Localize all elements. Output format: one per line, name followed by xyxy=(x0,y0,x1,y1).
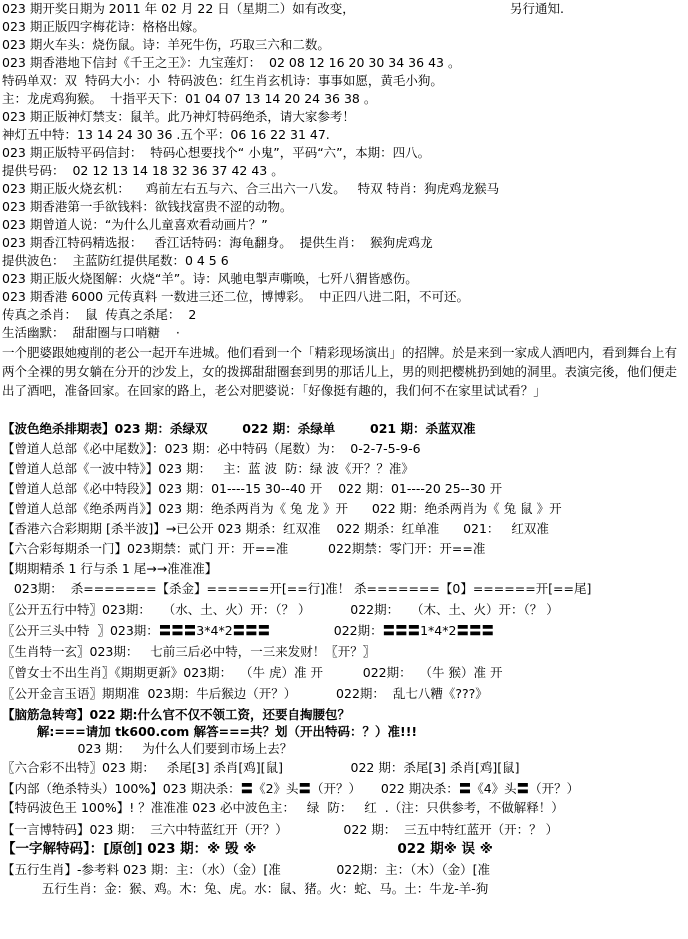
one-word-special: 【一言博特码】023 期： 三六中特蓝红开（开？） 022 期： 三五中特红蓝开（开：？ ） xyxy=(2,822,559,837)
kill-row-tail-detail: 023期： 杀=======【杀金】======开[==行]准！ 杀=======【0】======开[==尾] xyxy=(2,581,592,596)
line-provided-numbers: 提供号码： 02 12 13 14 18 32 36 37 42 43 。 xyxy=(2,163,284,178)
line-lamp-ban: 023 期正版神灯禁支：鼠羊。此乃神灯特码绝杀，请大家参考！ xyxy=(2,109,355,124)
line-train-head: 023 期火车头：烧伤鼠。诗：羊死牛伤，巧取三六和二数。 xyxy=(2,37,330,52)
humor-story: 一个肥婆跟她瘦削的老公一起开车进城。他们看到一个「精彩现场演出」的招牌。於是来到一家成人酒吧内，看到舞台上有两个全裸的男女躺在分开的沙发上，女的拨掷甜甜圈套到男的那话儿上，男的则把樱桃扔到她的洞里。表演完後，他们便走出了酒吧，准备回家。在回家的路上，老公对肥婆说：「好像挺有趣的，我们何不在家里试试看？」 xyxy=(2,345,678,398)
three-head-public: 〖公开三头中特 〗023期：〓〓〓3*4*2〓〓〓 022期：〓〓〓1*4*2〓〓〓 xyxy=(2,623,494,638)
line-ten-fingers: 主：龙虎鸡狗猴。 十指平天下：01 04 07 13 14 20 24 36 38 。 xyxy=(2,91,377,106)
five-elements-public: 〖公开五行中特〗023期： （水、土、火）开：（？ ） 022期： （木、土、火）开：（？ ） xyxy=(2,602,559,617)
notice-text: 另行通知. xyxy=(510,1,564,16)
zeng-one-wave: 【曾道人总部《一波中特》】023 期： 主：蓝 波 防：绿 波《开？？准》 xyxy=(2,461,414,476)
brain-teaser: 【脑筋急转弯】022 期:什么官不仅不领工资，还要自掏腰包？ xyxy=(2,707,350,722)
wave-kill-schedule: 【波色绝杀排期表】023 期：杀绿双 022 期：杀绿单 021 期：杀蓝双准 xyxy=(2,421,476,436)
line-xiangjiang: 023 期香江特码精选报： 香江话特码：海龟翻身。 提供生肖： 猴狗虎鸡龙 xyxy=(2,235,433,250)
line-plum-poem: 023 期正版四字梅花诗：格格出嫁。 xyxy=(2,19,205,34)
five-element-zodiac-list: 五行生肖：金：猴、鸡。木：兔、虎。水：鼠、猪。火：蛇、马。土：牛龙-羊-狗 xyxy=(2,881,489,896)
line-wave-color: 提供波色： 主蓝防红提供尾数：0 4 5 6 xyxy=(2,253,229,268)
line-flat-code-envelope: 023 期正版特平码信封： 特码心想要找个“ 小鬼”，平码“六”，本期：四八。 xyxy=(2,145,431,160)
draw-date-line: 023 期开奖日期为 2011 年 02 月 22 日（星期二）如有改变， xyxy=(2,1,355,16)
golden-words: 〖公开金言玉语〗期期准 023期：牛后猴边（开？） 022期： 乱七八糟《???》 xyxy=(2,686,488,701)
line-fax-material: 023 期香港 6000 元传真料 一数进三还二位，博博彩。 中正四八进二阳，不可还。 xyxy=(2,289,470,304)
zodiac-mystery: 〖生肖特一玄〗023期： 七前三后必中特，一三来发财！〖开？〗 xyxy=(2,644,376,659)
line-lamp-five: 神灯五中特：13 14 24 30 36 .五个平：06 16 22 31 47. xyxy=(2,127,330,142)
hk-half-wave: 【香港六合彩期期 [杀半波]】→已公开 023 期杀：红双准 022 期杀：红单准 021： 红双准 xyxy=(2,521,549,536)
wave-king: 【特码波色王 100%】! ？准准准 023 必中波色主： 绿 防： 红 .（注：只供参考，不做解释！） xyxy=(2,800,564,815)
line-humor-title: 生活幽默： 甜甜圈与口哨糖 · xyxy=(2,325,180,340)
line-fax-kill: 传真之杀肖： 鼠 传真之杀尾： 2 xyxy=(2,307,197,322)
line-special-code: 特码单双：双 特码大小：小 特码波色：红生肖玄机诗：事事如愿，黄毛小狗。 xyxy=(2,73,443,88)
five-element-zodiac: 【五行生肖】-参考料 023 期：主：（水）（金）[准 022期：主：（木）（金）[准 xyxy=(2,862,491,877)
line-zeng-says: 023 期曾道人说：“为什么儿童喜欢看动画片？” xyxy=(2,217,268,232)
one-character-special: 【一字解特码】：[原创] 023 期：※ 毁 ※ 022 期※ 误 ※ xyxy=(2,841,493,857)
internal-head-kill: 【内部（绝杀特头）100%】023 期决杀：〓《2》头〓（开？） 022 期决杀：〓《4》头〓（开？） xyxy=(2,781,580,796)
zeng-special-segment: 【曾道人总部《必中特段》】023 期：01----15 30--40 开 022 期：01----20 25--30 开 xyxy=(2,481,503,496)
kill-row-tail-title: 【期期精杀 1 行与杀 1 尾→→准准准】 xyxy=(2,561,218,576)
kill-one-door: 【六合彩每期杀一门】023期禁：贰门 开：开==准 022期禁：零门开：开==准 xyxy=(2,541,486,556)
teaser-next-question: 023 期： 为什么人们要到市场上去？ xyxy=(2,741,293,756)
no-special-zodiac: 〖六合彩不出特〗023 期： 杀尾[3] 杀肖[鸡][鼠] 022 期：杀尾[3] 杀肖[鸡][鼠] xyxy=(2,760,520,775)
line-hk-first-hand: 023 期香港第一手欲钱料：欲钱找富贵不涩的动物。 xyxy=(2,199,293,214)
zeng-tail-numbers: 【曾道人总部《必中尾数》】：023 期：必中特码（尾数）为： 0-2-7-5-9-6 xyxy=(2,441,421,456)
line-underground-envelope: 023 期香港地下信封《千王之王》：九宝莲灯： 02 08 12 16 20 30 34 36 43 。 xyxy=(2,55,461,70)
line-fire-diagram: 023 期正版火烧图解：火烧“羊”。诗：风驰电掣声嘶唤，七歼八猬皆感伤。 xyxy=(2,271,418,286)
zeng-kill-two-zodiac: 【曾道人总部《绝杀两肖》】023 期：绝杀两肖为《 兔 龙 》开 022 期：绝杀两肖为《 兔 鼠 》开 xyxy=(2,501,562,516)
teaser-answer: 解:===请加 tk600.com 解答===共？划（开出特码：？）准!!! xyxy=(2,724,418,739)
line-fire-mystery: 023 期正版火烧玄机： 鸡前左右五与六、合三出六一八发。 特双 特肖：狗虎鸡龙猴马 xyxy=(2,181,500,196)
ms-zeng-zodiac: 〖曾女士不出生肖〗《期期更新》023期： （牛 虎）准 开 022期： （牛 猴）准 开 xyxy=(2,665,503,680)
